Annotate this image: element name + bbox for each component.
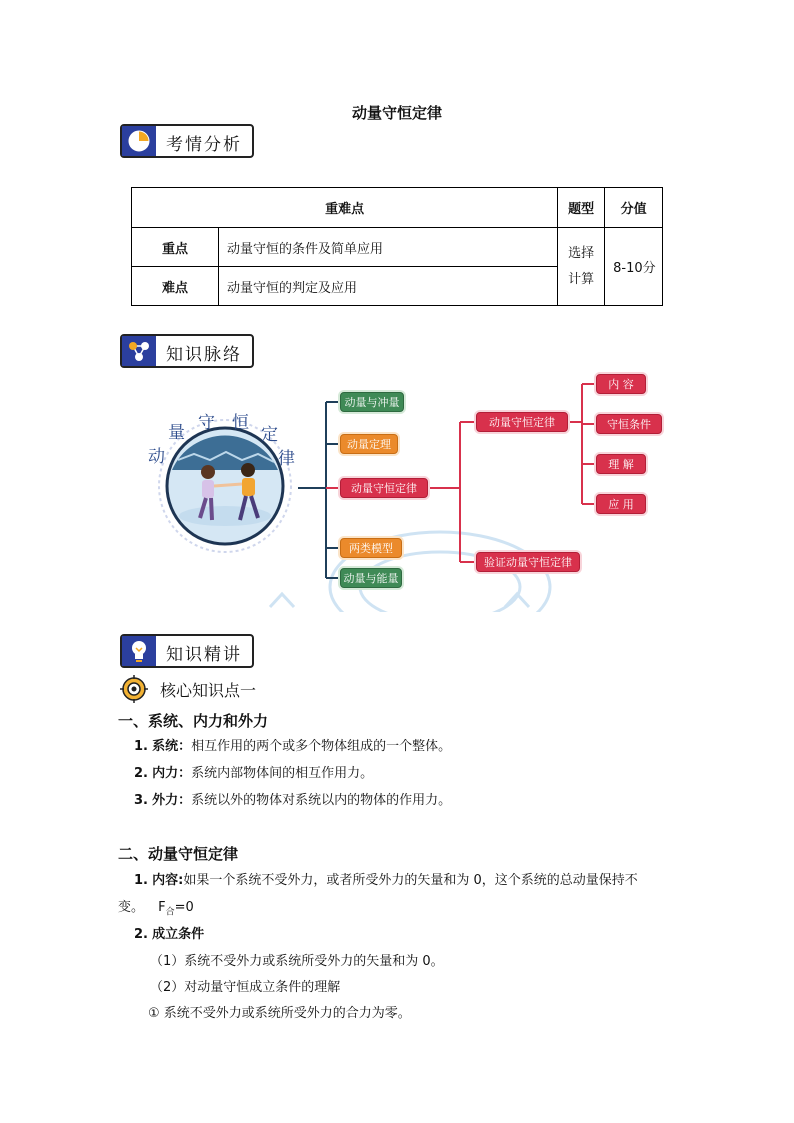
row-content: 动量守恒的条件及简单应用: [219, 228, 558, 267]
table-header-difficulty: 重难点: [132, 188, 558, 228]
item-term: 内力：: [152, 766, 192, 781]
list-item: [134, 737, 451, 757]
mindmap-node-content: 内 容: [596, 374, 646, 394]
item-number: 2.: [134, 927, 148, 942]
condition-line: ① 系统不受外力或系统所受外力的合力为零。: [148, 1006, 411, 1021]
question-type-line: 计算: [568, 271, 595, 287]
condition-line: （2）对动量守恒成立条件的理解: [150, 980, 341, 995]
part2-heading: 二、动量守恒定律: [118, 845, 239, 863]
item-term: 系统：: [152, 739, 192, 754]
item-text: 变。: [118, 900, 145, 915]
table-row: [132, 228, 663, 267]
arc-character: 量: [168, 423, 185, 443]
section-header-analysis: [120, 124, 254, 158]
mindmap-node-application: 应 用: [596, 494, 646, 514]
section-label: 知识精讲: [166, 645, 242, 665]
section-label: 知识脉络: [166, 345, 242, 365]
arc-character: 律: [278, 449, 295, 469]
knowledge-mindmap: [120, 372, 680, 612]
list-item-continuation: [118, 898, 194, 923]
list-item: [134, 925, 204, 945]
row-name: 重点: [132, 228, 219, 267]
item-number: 1.: [134, 873, 148, 888]
question-type-line: 选择: [568, 245, 595, 261]
part1-heading: 一、系统、内力和外力: [118, 712, 269, 730]
section-header-lecture: [120, 634, 254, 668]
lightbulb-icon: [122, 636, 156, 666]
item-number: 1.: [134, 739, 148, 754]
item-text: 相互作用的两个或多个物体组成的一个整体。: [191, 739, 452, 754]
mindmap-node-conservation-law-sub: 动量守恒定律: [476, 412, 568, 432]
item-term: 内容:: [152, 873, 184, 888]
arc-character: 动: [148, 447, 165, 467]
list-item: [134, 764, 373, 784]
table-header-score: 分值: [605, 188, 663, 228]
section-label: 考情分析: [166, 135, 242, 155]
item-number: 2.: [134, 766, 148, 781]
network-icon: [122, 336, 156, 366]
mindmap-node-momentum-energy: 动量与能量: [340, 568, 402, 588]
row-content: 动量守恒的判定及应用: [219, 267, 558, 306]
list-item: [134, 871, 679, 891]
item-number: 3.: [134, 793, 148, 808]
formula-f: F: [158, 900, 166, 915]
item-text: 系统以外的物体对系统以内的物体的作用力。: [191, 793, 452, 808]
score-cell: 8-10分: [605, 228, 663, 306]
item-text: 系统内部物体间的相互作用力。: [191, 766, 374, 781]
row-name: 难点: [132, 267, 219, 306]
mindmap-node-two-models: 两类模型: [340, 538, 402, 558]
condition-line: （1）系统不受外力或系统所受外力的矢量和为 0。: [150, 954, 444, 969]
mindmap-node-conditions: 守恒条件: [596, 414, 662, 434]
item-text: 如果一个系统不受外力，或者所受外力的矢量和为 0，这个系统的总动量保持不: [183, 873, 638, 888]
target-icon: [120, 675, 148, 703]
item-term: 成立条件: [152, 927, 205, 942]
section-header-knowledge-map: [120, 334, 254, 368]
mindmap-node-momentum-impulse: 动量与冲量: [340, 392, 404, 412]
pie-chart-icon: [122, 126, 156, 156]
arc-character: 守: [198, 413, 215, 433]
arc-character: 恒: [232, 413, 249, 433]
mindmap-node-verify-conservation: 验证动量守恒定律: [476, 552, 580, 572]
mindmap-node-conservation-law: 动量守恒定律: [340, 478, 428, 498]
document-title: 动量守恒定律: [351, 104, 442, 122]
question-type-cell: [558, 228, 605, 306]
item-term: 外力：: [152, 793, 192, 808]
mindmap-node-momentum-theorem: 动量定理: [340, 434, 398, 454]
list-item: [134, 791, 451, 811]
formula-subscript: 合: [165, 907, 175, 918]
core-knowledge-title: 核心知识点一: [160, 681, 257, 700]
formula-eq: =0: [174, 900, 194, 915]
arc-character: 定: [261, 425, 278, 445]
mindmap-node-understanding: 理 解: [596, 454, 646, 474]
table-header-type: 题型: [558, 188, 605, 228]
analysis-table: [131, 187, 663, 306]
